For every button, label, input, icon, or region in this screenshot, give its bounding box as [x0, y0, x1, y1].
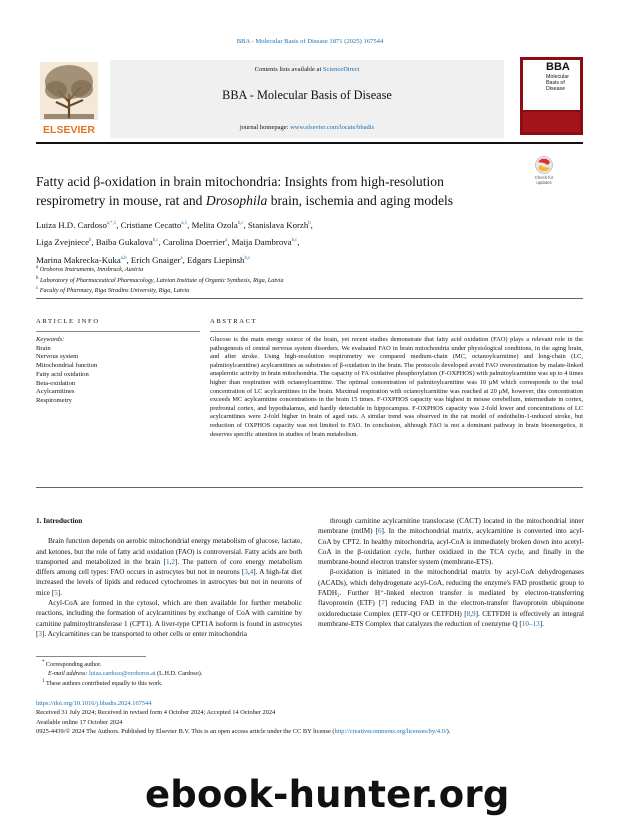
author-name[interactable]: Marina Makrecka-Kuka [36, 254, 121, 265]
abstract-heading: ABSTRACT [210, 318, 258, 325]
license-suffix: ). [446, 728, 451, 736]
author [232, 237, 300, 247]
body-text: ]. [57, 588, 62, 597]
author-affiliation-sup[interactable]: b [308, 221, 311, 226]
corresponding-author-note: Corresponding author. [46, 661, 102, 669]
keyword-item: Nervous system [36, 353, 79, 361]
footnote-mark-1: 1 [42, 679, 45, 685]
citation-link[interactable]: 6 [377, 527, 382, 536]
author-separator: , [187, 219, 192, 230]
keyword-item: Respirometry [36, 396, 72, 404]
citation-link[interactable]: 10–13 [521, 619, 540, 628]
license-link[interactable]: http://creativecommons.org/licenses/by/4.0/ [334, 728, 447, 736]
citation-link[interactable]: 1 [165, 557, 170, 566]
author-separator: , [126, 254, 131, 265]
author-affiliation-sup[interactable]: a,1 [181, 221, 188, 226]
author-separator: , [297, 237, 300, 248]
author-affiliation-sup[interactable]: b,c [291, 238, 298, 244]
author [192, 220, 248, 230]
body-column-right [318, 516, 584, 629]
author-name[interactable]: Erich Gnaiger [130, 254, 181, 265]
author-name[interactable]: Luiza H.D. Cardoso [36, 219, 107, 230]
affiliation-text: Faculty of Pharmacy, Riga Stradins University, Riga, Latvia [39, 287, 190, 295]
footnotes [36, 659, 336, 689]
check-for-label: Check for [534, 175, 554, 180]
journal-cover-image [520, 57, 583, 135]
body-column-left [36, 516, 302, 639]
body-text: , [169, 557, 172, 566]
keywords-block [36, 336, 200, 406]
check-for-updates-icon [527, 155, 561, 175]
body-text: ]. [539, 619, 544, 628]
asterisk-mark: * [42, 660, 45, 665]
homepage-link[interactable]: www.elsevier.com/locate/bbadis [290, 124, 375, 131]
footnote-rule [36, 656, 146, 657]
author-affiliation-sup[interactable]: a [180, 256, 183, 262]
watermark [145, 773, 620, 817]
author-list [36, 216, 566, 269]
author-name[interactable]: Cristiane Cecatto [120, 219, 182, 230]
email-label: E-mail address: [48, 669, 90, 677]
citation-link[interactable]: 5 [54, 588, 58, 597]
citation-link[interactable]: 3 [244, 568, 248, 577]
author-separator: , [227, 237, 232, 248]
body-paragraph [318, 567, 584, 629]
keyword-item: Acylcarnitines [36, 388, 75, 396]
cover-title: BBA [546, 61, 570, 73]
affiliation-text: Oroboros Instruments, Innsbruck, Austria [39, 266, 144, 274]
author-name[interactable]: Edgars Liepinsh [187, 254, 245, 265]
title-text-2: brain, ischemia and aging models [267, 193, 454, 208]
author-affiliation-sup[interactable]: b,c [237, 221, 244, 226]
cover-subtitle: Molecular Basis of Disease [546, 74, 569, 92]
body-text: β-oxidation is initiated in the mitochondrial matrix by acyl-CoA dehydrogenases (ACADs), which dehydrogenate acyl-CoA, reducing the enzyme's FAD prosthetic group to FADH₂. Further H⁺-linked electron transfer is mediated by electron-transferring flavoprotein (ETF) [ [318, 568, 584, 608]
author [163, 237, 232, 247]
affiliations [36, 264, 436, 296]
affiliation-key: c [36, 286, 39, 292]
body-text: ]. A high-fat diet increased the levels of lipids and reduced cytochromes in astrocytes but not in neurons of mice [ [36, 568, 302, 597]
affiliation-key: a [36, 265, 39, 270]
updates-label: updates [536, 180, 552, 185]
author-name[interactable]: Baiba Gukalova [95, 237, 153, 248]
affiliation-key: b [36, 275, 39, 281]
citation-link[interactable]: 7 [381, 599, 385, 608]
header-divider [36, 142, 583, 144]
keyword-item: Beta-oxidation [36, 379, 76, 387]
citation-link[interactable]: 9 [472, 609, 476, 618]
affiliation-divider [36, 298, 583, 299]
sciencedirect-link[interactable]: ScienceDirect [322, 66, 360, 73]
author-name[interactable]: Stanislava Korzh [247, 219, 309, 230]
author-separator: , [91, 237, 96, 248]
article-metadata [36, 699, 596, 737]
contents-line [110, 66, 504, 73]
author-separator: , [158, 237, 163, 248]
body-text: ]. In the mitochondrial matrix, acylcarnitine is converted into acyl-CoA by CPT2. In healthy mitochondria, acyl-CoA is immediately broken down into acetyl-CoA in the β-oxidation cycle, further oxidized in the TCA cycle, and finally in the membrane-bound electron transfer system (membrane-ETS). [318, 527, 584, 567]
elsevier-tree-logo-icon [36, 60, 102, 138]
title-text-1: Fatty acid β-oxidation in brain mitochondria: Insights from high-resolution respirometry in mouse, rat and [36, 174, 444, 208]
homepage-prefix: journal homepage: [239, 124, 291, 131]
affiliation-item [36, 264, 436, 275]
author-separator: , [243, 219, 248, 230]
journal-name: BBA - Molecular Basis of Disease [222, 88, 392, 102]
citation-link[interactable]: 3 [38, 629, 42, 638]
author-separator: , [182, 254, 188, 265]
article-info-heading: ARTICLE INFO [36, 318, 100, 325]
section-heading-introduction: 1. Introduction [36, 517, 83, 525]
title-italic: Drosophila [205, 193, 268, 208]
left-paragraphs [36, 536, 302, 639]
body-text: through carnitine acylcarnitine translocase (CACT) located in the mitochondrial inner membrane (mtIM) [ [318, 517, 584, 536]
abstract-rule [210, 331, 583, 332]
body-text: ]. CETFDH is effectively an integral membrane-ETS Complex that catalyzes the reduction of coenzyme Q [ [318, 609, 584, 628]
email-link[interactable]: luiza.cardoso@oroboros.at [89, 669, 156, 677]
available-online: Available online 17 October 2024 [36, 718, 123, 726]
affiliation-item [36, 285, 436, 296]
author [96, 237, 163, 247]
author-affiliation-sup[interactable]: b,c [244, 256, 251, 262]
body-paragraph [36, 598, 302, 639]
author-name[interactable]: Melita Ozola [191, 219, 238, 230]
author-separator: , [310, 219, 313, 230]
check-for-updates-button[interactable] [527, 155, 561, 185]
author-name[interactable]: Carolina Doerrier [162, 237, 226, 248]
journal-reference[interactable]: BBA - Molecular Basis of Disease 1871 (2025) 167544 [236, 38, 384, 45]
citation-link[interactable]: 8 [466, 609, 471, 618]
citation-link[interactable]: 4 [249, 568, 254, 577]
body-text: , [470, 609, 473, 618]
author [36, 220, 121, 230]
citation-link[interactable]: 2 [171, 557, 175, 566]
author-name[interactable]: Maija Dambrova [231, 237, 292, 248]
body-text: Brain function depends on aerobic mitochondrial energy metabolism of glucose, lactate, and ketones, but the role of fatty acid oxidation (FAO) is controversial. Fatty acids are both transported and metabolized in the brain [ [36, 537, 302, 566]
body-text: ] reducing FAD in the electron-transfer flavoprotein ubiquinone oxidoreductase Complex (ETF-QO or CETFDH) [ [318, 599, 584, 618]
homepage-line [110, 124, 504, 131]
article-info-rule [36, 331, 200, 332]
doi-link[interactable]: https://doi.org/10.1016/j.bbadis.2024.167544 [36, 700, 152, 707]
author [121, 220, 192, 230]
body-paragraph [36, 536, 302, 598]
body-text: ]. The pattern of core energy metabolism differs among cell types: FAO occurs in astrocytes but not in neurons [ [36, 557, 302, 577]
received-dates: Received 31 July 2024; Received in revised form 4 October 2024; Accepted 14 October 2024 [36, 709, 276, 717]
author-affiliation-sup[interactable]: b,c [152, 238, 159, 244]
keyword-item: Fatty acid oxidation [36, 370, 89, 378]
keywords-label: Keywords: [36, 336, 65, 343]
body-paragraph [318, 516, 584, 567]
keyword-item: Mitochondrial function [36, 362, 98, 370]
affiliation-item [36, 275, 436, 286]
author-affiliation-sup[interactable]: a,b [120, 256, 127, 262]
affiliation-text: Laboratory of Pharmaceutical Pharmacology, Latvian Institute of Organic Synthesis, Riga, Latvia [39, 276, 284, 284]
author-affiliation-sup[interactable]: a,*,1 [106, 221, 117, 226]
watermark-text: ebook-hunter.org [145, 773, 510, 816]
publisher-logo-text: ELSEVIER [43, 124, 95, 136]
article-title [36, 172, 516, 210]
body-text: , [247, 568, 250, 577]
email-suffix: (L.H.D. Cardoso). [155, 669, 203, 677]
author-affiliation-sup[interactable]: a [225, 238, 228, 244]
author [36, 237, 96, 247]
right-paragraphs [318, 516, 584, 629]
contents-prefix: Contents lists available at [254, 66, 323, 73]
abstract-bottom-rule [36, 487, 583, 488]
abstract-text: Glucose is the main energy source of the brain, yet recent studies demonstrate that fatty acid oxidation (FAO) plays a relevant role in the pathogenesis of central nervous system disorders. We evaluated FAO in brain mitochondria under physiological conditions, in the aging brain, and after stroke. Using high-resolution respirometry we compared medium-chain (MC, octanoylcarnitine) and long-chain (LC, palmitoylcarnitine) acylcarnitines as substrates of β-oxidation in the brain. The protocols developed avoid FAO overestimation by malate-linked anaplerotic activity in brain mitochondria. The capacity of FA oxidative phosphorylation (F-OXPHOS) with palmitoylcarnitine was up to 4 times higher than respiration with octanoylcarnitine. The optimal concentration of palmitoylcarnitine was 10 μM which corresponds to the total concentration of LC acylcarnitines in the brain. Maximal respiration with octanoylcarnitine was reached at 20 μM, however, this concentration exceeds MC acylcarnitine concentrations in the brain 15 times. F-OXPHOS capacity was highest in mouse cerebellum, intermediate in cortex, prefrontal cortex, and hypothalamus, and hardly detectable in hippocampus. F-OXPHOS capacity was 2-fold lower and concentrations of LC acylcarnitines were 2-fold higher in brain of aged rats. A similar trend was observed in the rat model of endothelin-1-induced stroke, but reduction of OXPHOS capacity was not limited to FAO. In conclusion, although FAO is not a dominant pathway in brain bioenergetics, it deserves specific attention in studies of brain metabolism. [210, 336, 583, 438]
author [248, 220, 313, 230]
author-affiliation-sup[interactable]: b [89, 238, 92, 244]
equal-contribution-note: These authors contributed equally to this work. [45, 680, 163, 688]
keyword-item: Brain [36, 344, 51, 352]
license-prefix: 0925-4439/© 2024 The Authors. Published by Elsevier B.V. This is an open access article under the CC BY license ( [36, 728, 335, 736]
body-text: Acyl-CoA are formed in the cytosol, which are then available for further metabolic reactions, including the formation of acylcarnitines by exchange of CoA with carnitine by carnitine palmitoyltransferase 1 (CPT1). A liver-type CPT1A isoform is found in astrocytes [ [36, 599, 302, 638]
author-name[interactable]: Liga Zvejniece [36, 237, 89, 248]
author-separator: , [116, 219, 121, 230]
keywords-list [36, 345, 200, 406]
body-text: ]. Acylcarnitines can be transported to other cells or enter mitochondria [42, 629, 247, 638]
